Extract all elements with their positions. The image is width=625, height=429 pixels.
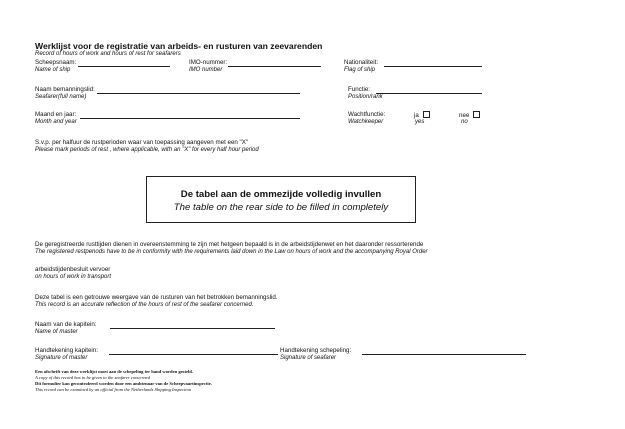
no-checkbox[interactable] — [473, 111, 480, 118]
accuracy-statement-en: This record is an accurate reflection of the hours of rest of the seafarer concerned. — [35, 302, 254, 308]
function-label: Functie: — [348, 86, 371, 93]
decree-statement-en: on hours of work in transport — [35, 274, 112, 280]
master-name-label-en: Name of master — [35, 329, 78, 335]
crew-name-field[interactable] — [97, 93, 300, 94]
nationality-field[interactable] — [384, 66, 482, 67]
function-field[interactable] — [376, 93, 482, 94]
watchkeeper-label: Wachtfunctie: — [348, 111, 386, 118]
rear-side-notice-box — [146, 176, 416, 223]
watchkeeper-no-option[interactable] — [459, 111, 480, 119]
yes-label: ja — [414, 112, 419, 119]
month-year-label: Maand en jaar: — [35, 111, 77, 118]
crew-name-label-en: Seafarer(full name) — [35, 94, 87, 100]
watchkeeper-yes-option[interactable] — [414, 111, 430, 119]
seafarer-signature-field[interactable] — [362, 354, 526, 355]
decree-statement: arbeidstijdenbesluit vervoer — [35, 266, 111, 273]
ship-name-field[interactable] — [78, 66, 170, 67]
instruction-text-en: Please mark periods of rest , where applicable, with an "X" for every half hour period — [35, 147, 259, 153]
footnote-inspection: Dit formulier kan gecontroleerd worden door een ambtenaar van de Scheepvaartinspectie. — [35, 381, 212, 386]
law-statement: De geregistreerde rusttijden dienen in overeenstemming te zijn met hetgeen bepaald is in de arbeidstijdenwet en het daaronder ressorterende — [35, 241, 424, 248]
imo-number-field[interactable] — [228, 66, 321, 67]
yes-label-en: yes — [415, 119, 425, 125]
imo-number-label: IMO-nummer: — [189, 59, 228, 66]
law-statement-en: The registered restpenods have to be in conformity with the requirements laid down in the Law on hours of work and the accompanying Royal Order — [35, 249, 428, 255]
watchkeeper-label-en: Watchkeeper — [348, 119, 384, 125]
master-signature-field[interactable] — [109, 354, 278, 355]
yes-checkbox[interactable] — [423, 111, 430, 118]
ship-name-label: Scheepsnaam: — [35, 59, 77, 66]
seafarer-signature-label: Handtekening schepeling: — [280, 347, 352, 354]
seafarer-signature-label-en: Signature of seafarer — [280, 355, 337, 361]
footnote-copy: Een afschrift van deze werklijst moet aan de schepeling ter hand worden gesteld. — [35, 369, 194, 374]
nationality-label: Nationaliteit: — [344, 59, 379, 66]
form-title: Werklijst voor de registratie van arbeids- en rusturen van zeevarenden — [35, 41, 323, 51]
crew-name-label: Naam bemanningslid: — [35, 86, 95, 93]
no-label-en: no — [461, 119, 468, 125]
master-signature-label: Handtekening kapitein: — [35, 347, 98, 354]
accuracy-statement: Deze tabel is een getrouwe weergave van de rusturen van het betrokken bemanningslid. — [35, 294, 278, 301]
month-year-label-en: Month and year — [35, 119, 77, 125]
master-name-field[interactable] — [110, 328, 275, 329]
notice-text: De tabel aan de ommezijde volledig invullen — [180, 189, 382, 200]
footnote-copy-en: A copy of this record has to be given to the seafarer concerned — [35, 375, 150, 380]
form-subtitle: Record of hours of work and hours of rest for seafarers — [35, 51, 181, 57]
imo-number-label-en: IMO number — [189, 67, 223, 73]
month-year-field[interactable] — [80, 118, 300, 119]
footnote-inspection-en: This record can be examined by an official from the Netherlands Shipping Inspection — [35, 387, 192, 392]
master-name-label: Naam van de kapitein: — [35, 321, 97, 328]
nationality-label-en: Flag of ship — [344, 67, 376, 73]
function-label-en: Position/rank — [348, 94, 383, 100]
no-label: nee — [459, 112, 470, 119]
ship-name-label-en: Name of ship — [35, 67, 71, 73]
master-signature-label-en: Signature of master — [35, 355, 88, 361]
notice-text-en: The table on the rear side to be filled in completely — [173, 202, 389, 213]
instruction-text: S.v.p. per halfuur de rustperioden waar van toepassing aangeven met een "X" — [35, 139, 249, 146]
